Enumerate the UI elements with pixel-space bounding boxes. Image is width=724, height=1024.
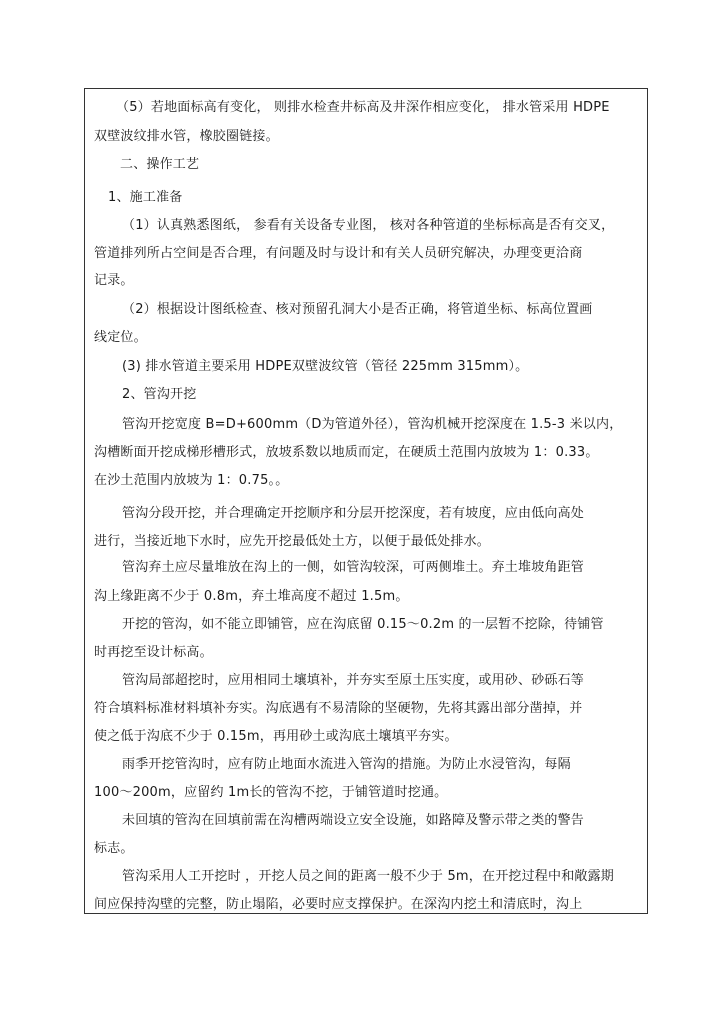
text-line: 管沟局部超挖时，应用相同土壤填补，并夯实至原土压实度，或用砂、砂砾石等 <box>122 673 585 688</box>
text-line: 符合填料标准材料填补夯实。沟底遇有不易清除的坚硬物，先将其露出部分凿掉，并 <box>94 701 583 716</box>
text-line: 开挖的管沟，如不能立即铺管，应在沟底留 0.15～0.2m 的一层暂不挖除，待铺管 <box>122 617 604 632</box>
text-line: 雨季开挖管沟时，应有防止地面水流进入管沟的措施。为防止水浸管沟，每隔 <box>122 757 571 772</box>
text-line: 沟槽断面开挖成梯形槽形式，放坡系数以地质而定，在硬质土范围内放坡为 1：0.33。 <box>94 445 599 460</box>
text-line: （5）若地面标高有变化， 则排水检查井标高及井深作相应变化， 排水管采用 HDPE <box>116 100 610 115</box>
text-line: 间应保持沟壁的完整，防止塌陷，必要时应支撑保护。在深沟内挖土和清底时，沟上 <box>94 897 583 912</box>
text-line: 时再挖至设计标高。 <box>94 645 213 660</box>
text-line: 双壁波纹排水管，橡胶圈链接。 <box>94 129 279 144</box>
text-line: 管沟分段开挖，并合理确定开挖顺序和分层开挖深度，若有坡度，应由低向高处 <box>122 506 585 521</box>
text-line: 记录。 <box>94 273 134 288</box>
text-line: 管道排列所占空间是否合理，有问题及时与设计和有关人员研究解决，办理变更洽商 <box>94 246 583 261</box>
subsection-heading: 2、管沟开挖 <box>122 387 197 402</box>
text-line: 标志。 <box>94 841 134 856</box>
text-line: 进行，当接近地下水时，应先开挖最低处土方，以便于最低处排水。 <box>94 534 491 549</box>
text-line: 在沙土范围内放坡为 1：0.75。。 <box>94 473 289 488</box>
text-line: 线定位。 <box>94 330 147 345</box>
text-line: 使之低于沟底不少于 0.15m，再用砂土或沟底土壤填平夯实。 <box>94 729 458 744</box>
text-line: （1）认真熟悉图纸， 参看有关设备专业图， 核对各种管道的坐标标高是否有交叉， <box>122 218 615 233</box>
section-heading: 二、操作工艺 <box>120 157 200 172</box>
text-line: (3) 排水管道主要采用 HDPE双壁波纹管（管径 225mm 315mm）。 <box>122 359 529 374</box>
text-line: 管沟弃土应尽量堆放在沟上的一侧，如管沟较深，可两侧堆土。弃土堆坡角距管 <box>122 560 585 575</box>
text-line: 未回填的管沟在回填前需在沟槽两端设立安全设施，如路障及警示带之类的警告 <box>122 813 585 828</box>
text-line: 100～200m，应留约 1m长的管沟不挖，于铺管道时挖通。 <box>94 785 448 800</box>
subsection-heading: 1、施工准备 <box>108 190 183 205</box>
text-line: 沟上缘距离不少于 0.8m，弃土堆高度不超过 1.5m。 <box>94 589 409 604</box>
text-line: 管沟采用人工开挖时 ，开挖人员之间的距离一般不少于 5m，在开挖过程中和敞露期 <box>122 869 614 884</box>
text-line: 管沟开挖宽度 B=D+600mm（D为管道外径），管沟机械开挖深度在 1.5-3 米以内， <box>122 417 623 432</box>
text-line: （2）根据设计图纸检查、核对预留孔洞大小是否正确，将管道坐标、标高位置画 <box>122 302 593 317</box>
